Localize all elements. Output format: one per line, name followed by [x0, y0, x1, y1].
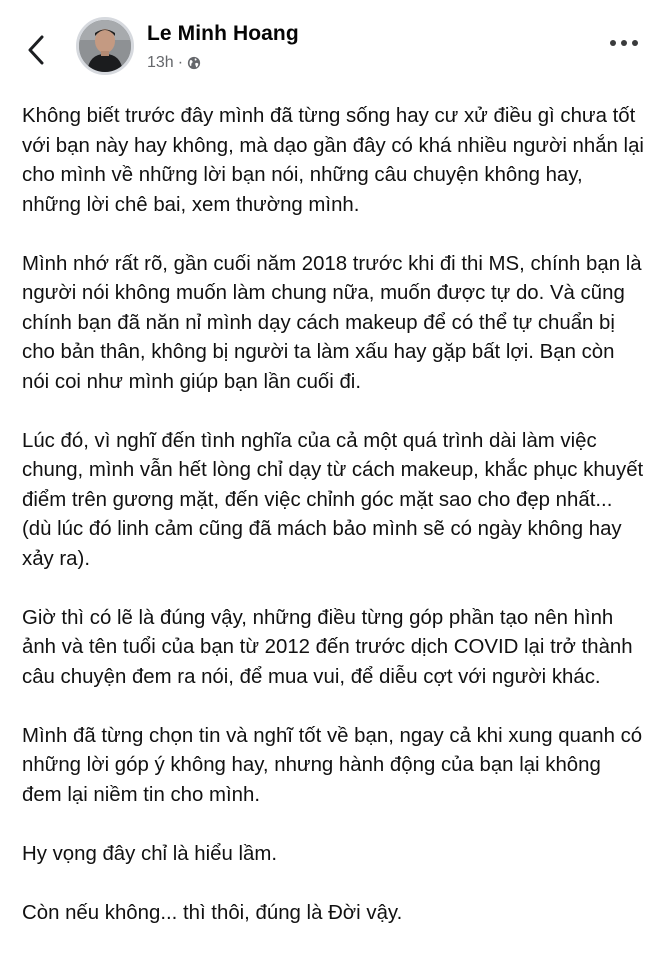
post-meta — [147, 54, 201, 72]
post-paragraph: Không biết trước đây mình đã từng sống hay cư xử điều gì chưa tốt với bạn này hay không, mà dạo gần đây có khá nhiều người nhắn lại cho mình về những lời bạn nói, những câu chuyện không hay, những lời chê bai, xem thường mình. — [22, 105, 644, 216]
post-paragraph: Mình nhớ rất rõ, gần cuối năm 2018 trước khi đi thi MS, chính bạn là người nói không muốn làm chung nữa, muốn được tự do. Và cũng chính bạn đã năn nỉ mình dạy cách makeup để có thể tự chuẩn bị cho bản thân, không bị người ta làm xấu hay gặp bất lợi. Bạn còn nói coi như mình giúp bạn lần cuối đi. — [22, 252, 642, 393]
post-time[interactable]: 13h — [147, 54, 174, 71]
back-button[interactable] — [22, 32, 50, 68]
more-options-button[interactable] — [610, 40, 638, 46]
more-dot-icon — [632, 40, 638, 46]
chevron-left-icon — [27, 35, 45, 65]
globe-icon[interactable] — [187, 56, 201, 70]
post-header — [0, 0, 660, 96]
profile-photo — [79, 20, 131, 72]
post-paragraph: Còn nếu không... thì thôi, đúng là Đời vậy. — [22, 901, 403, 924]
meta-separator: · — [177, 54, 184, 71]
post-paragraph: Mình đã từng chọn tin và nghĩ tốt về bạn, ngay cả khi xung quanh có những lời góp ý không hay, nhưng hành động của bạn lại không đem lại niềm tin cho mình. — [22, 724, 643, 806]
author-name[interactable]: Le Minh Hoang — [147, 22, 299, 45]
post-text — [22, 102, 644, 958]
more-dot-icon — [621, 40, 627, 46]
post-paragraph: Giờ thì có lẽ là đúng vậy, những điều từng góp phần tạo nên hình ảnh và tên tuổi của bạn từ 2012 đến trước dịch COVID lại trở thành câu chuyện đem ra nói, để mua vui, để diễu cợt với người khác. — [22, 606, 633, 688]
more-dot-icon — [610, 40, 616, 46]
post-paragraph: Hy vọng đây chỉ là hiểu lầm. — [22, 842, 278, 865]
post-paragraph: Lúc đó, vì nghĩ đến tình nghĩa của cả một quá trình dài làm việc chung, mình vẫn hết lòng chỉ dạy từ cách makeup, khắc phục khuyết điểm trên gương mặt, đến việc chỉnh góc mặt sao cho đẹp nhất... (dù lúc đó linh cảm cũng đã mách bảo mình sẽ có ngày không hay xảy ra). — [22, 429, 644, 570]
avatar[interactable] — [76, 17, 134, 75]
